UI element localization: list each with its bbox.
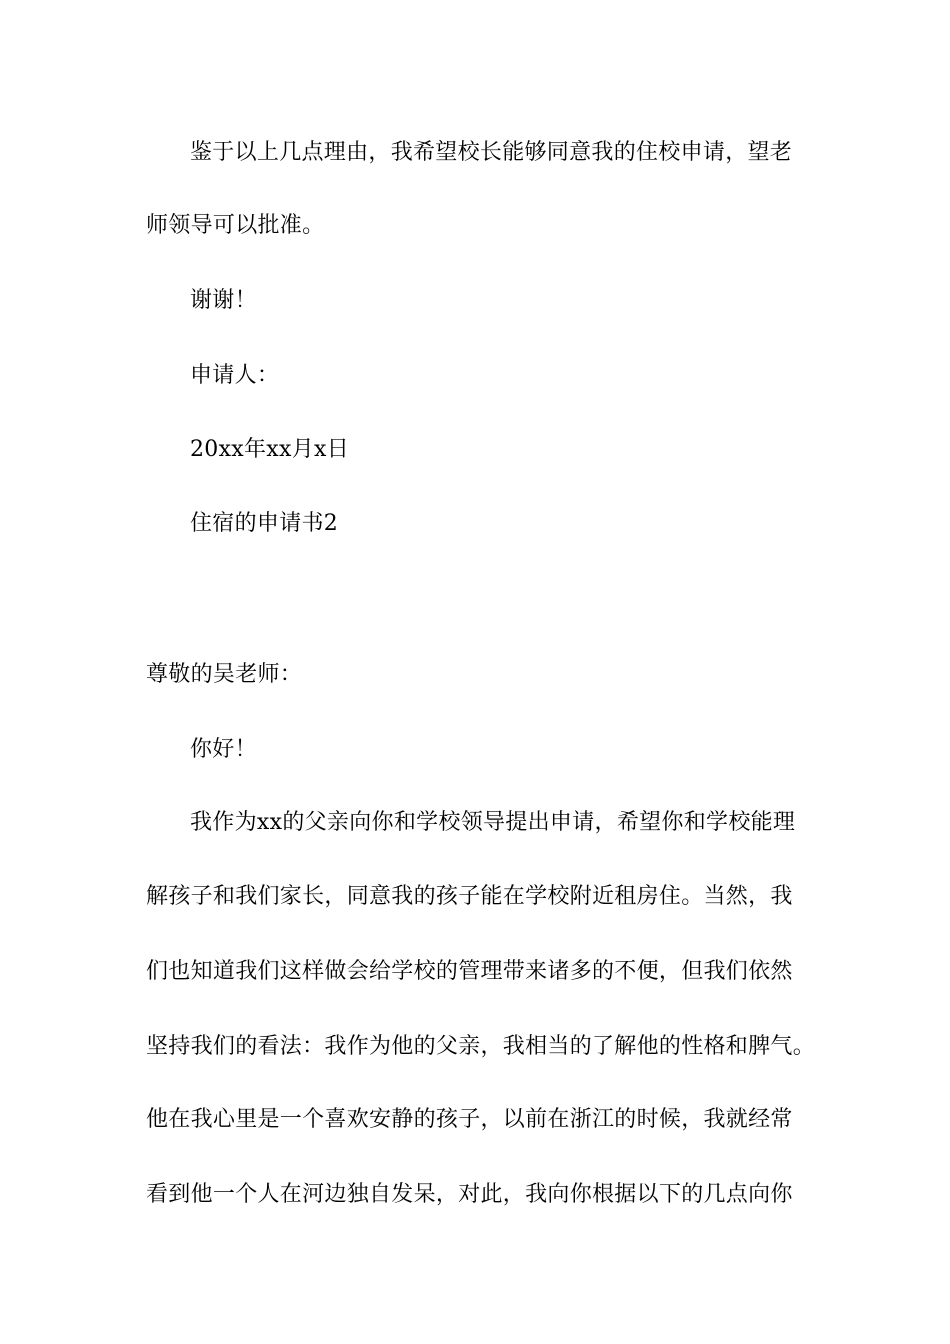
paragraph-1-line-2: 师领导可以批准。: [146, 213, 325, 238]
paragraph-2-line-2: 解孩子和我们家长，同意我的孩子能在学校附近租房住。当然，我: [146, 884, 793, 909]
paragraph-2-line-4: 坚持我们的看法：我作为他的父亲，我相当的了解他的性格和脾气。: [146, 1034, 816, 1059]
paragraph-2-line-1: 我作为xx的父亲向你和学校领导提出申请，希望你和学校能理: [190, 810, 796, 835]
date-line: 20xx年xx月x日: [190, 437, 350, 462]
paragraph-1-line-1: 鉴于以上几点理由，我希望校长能够同意我的住校申请，望老: [190, 140, 793, 165]
paragraph-2-line-6: 看到他一个人在河边独自发呆，对此，我向你根据以下的几点向你: [146, 1182, 793, 1207]
greeting: 你好！: [190, 737, 257, 762]
salutation: 尊敬的吴老师：: [146, 662, 303, 687]
thanks-line: 谢谢！: [190, 288, 257, 313]
section-title: 住宿的申请书2: [190, 511, 339, 536]
applicant-line: 申请人：: [190, 363, 280, 388]
paragraph-2-line-3: 们也知道我们这样做会给学校的管理带来诸多的不便，但我们依然: [146, 959, 793, 984]
paragraph-2-line-5: 他在我心里是一个喜欢安静的孩子，以前在浙江的时候，我就经常: [146, 1107, 793, 1132]
